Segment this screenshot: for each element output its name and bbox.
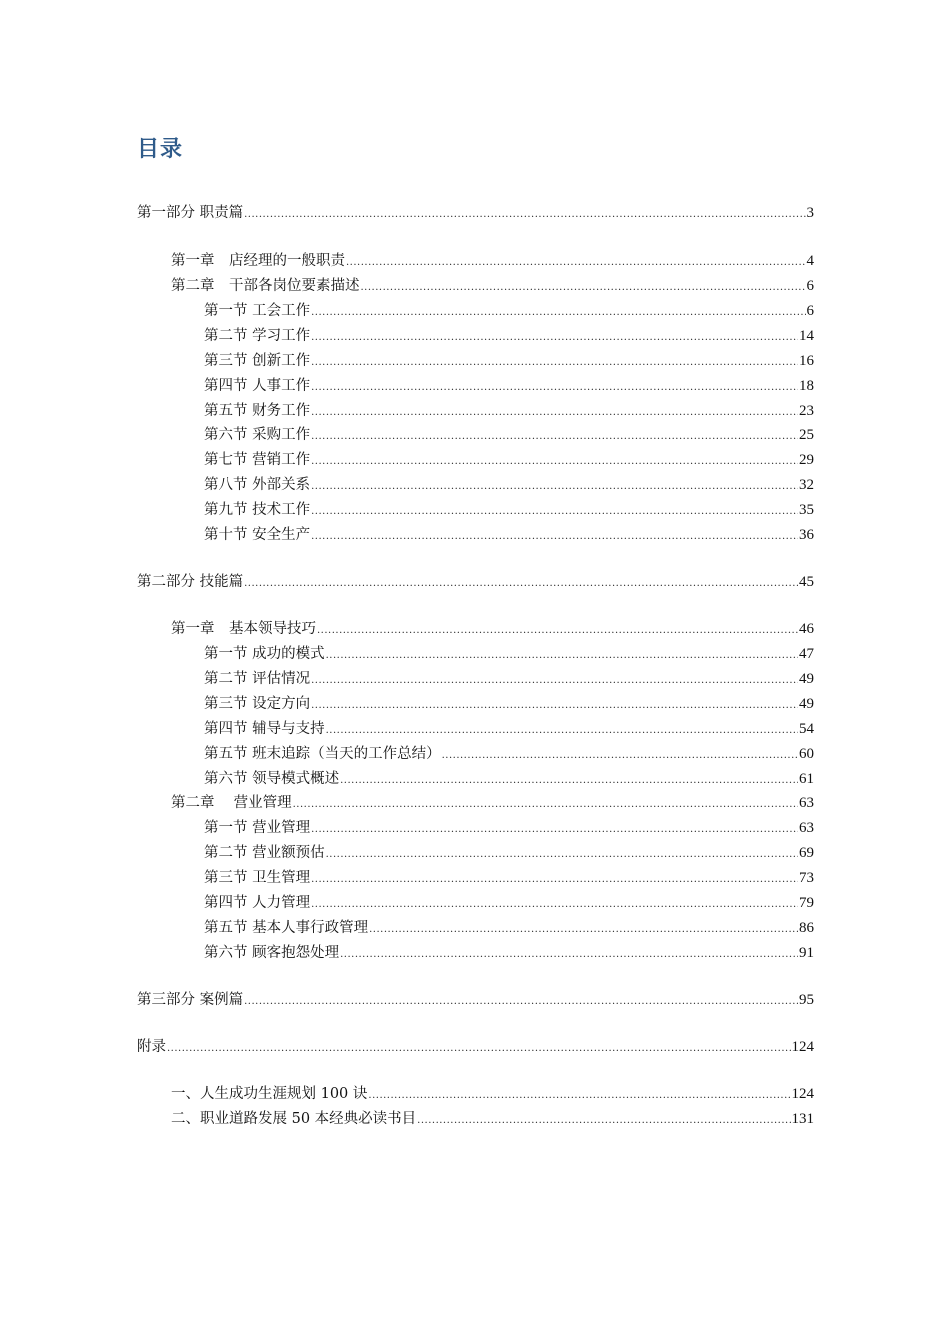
- toc-page-number: 95: [799, 992, 814, 1008]
- toc-entry[interactable]: [137, 571, 814, 593]
- toc-entry[interactable]: [204, 300, 814, 322]
- toc-dot-leader: [311, 352, 798, 374]
- toc-entry[interactable]: [204, 743, 814, 765]
- toc-page-number: 63: [799, 795, 814, 811]
- toc-entry[interactable]: [204, 942, 814, 964]
- toc-entry[interactable]: [204, 892, 814, 914]
- toc-page-number: 35: [799, 502, 814, 518]
- toc-dot-leader: [311, 327, 798, 349]
- toc-dot-leader: [326, 844, 798, 866]
- toc-entry-label: 第四节 人事工作: [204, 378, 311, 394]
- toc-entry-label: 第三节 设定方向: [204, 696, 311, 712]
- toc-entry-label: 第一节 营业管理: [204, 820, 311, 836]
- toc-dot-leader: [326, 720, 798, 742]
- toc-dot-leader: [311, 377, 798, 399]
- toc-dot-leader: [326, 645, 798, 667]
- toc-entry-label: 第七节 营销工作: [204, 452, 311, 468]
- toc-entry[interactable]: [137, 202, 814, 224]
- toc-page-number: 61: [799, 771, 814, 787]
- toc-dot-leader: [311, 426, 798, 448]
- toc-entry[interactable]: [204, 842, 814, 864]
- toc-entry-label: 第一章 店经理的一般职责: [171, 253, 345, 269]
- toc-page-number: 63: [799, 820, 814, 836]
- toc-entry-label: 第一节 工会工作: [204, 303, 311, 319]
- toc-page-number: 23: [799, 403, 814, 419]
- toc-entry[interactable]: [204, 325, 814, 347]
- toc-entry[interactable]: [204, 668, 814, 690]
- toc-page-number: 124: [791, 1086, 814, 1102]
- toc-dot-leader: [311, 819, 798, 841]
- toc-dot-leader: [417, 1110, 790, 1132]
- toc-entry-label: 第五节 基本人事行政管理: [204, 920, 369, 936]
- toc-page-number: 16: [799, 353, 814, 369]
- toc-page-number: 45: [799, 574, 814, 590]
- toc-entry-label: 第一部分 职责篇: [137, 205, 244, 221]
- toc-dot-leader: [368, 1085, 790, 1107]
- toc-entry[interactable]: [204, 817, 814, 839]
- toc-dot-leader: [317, 620, 798, 642]
- toc-page-number: 79: [799, 895, 814, 911]
- toc-entry-label: 第五节 财务工作: [204, 403, 311, 419]
- toc-page-number: 6: [806, 303, 814, 319]
- toc-entry-label: 第六节 采购工作: [204, 427, 311, 443]
- toc-entry-label: 第二章 营业管理: [171, 795, 292, 811]
- toc-entry[interactable]: [171, 275, 814, 297]
- toc-entry[interactable]: [204, 499, 814, 521]
- toc-entry-label: 第八节 外部关系: [204, 477, 311, 493]
- toc-entry-label: 第一章 基本领导技巧: [171, 621, 316, 637]
- toc-entry-label: 一、人生成功生涯规划 100 诀: [171, 1086, 368, 1102]
- toc-entry[interactable]: [204, 867, 814, 889]
- toc-dot-leader: [167, 1038, 791, 1060]
- toc-entry[interactable]: [171, 250, 814, 272]
- toc-dot-leader: [340, 944, 798, 966]
- toc-entry[interactable]: [204, 375, 814, 397]
- toc-page-number: 47: [799, 646, 814, 662]
- toc-entry-label: 第三节 卫生管理: [204, 870, 311, 886]
- toc-dot-leader: [361, 277, 806, 299]
- toc-page-number: 36: [799, 527, 814, 543]
- toc-dot-leader: [311, 670, 798, 692]
- toc-entry-label: 第四节 人力管理: [204, 895, 311, 911]
- toc-entry[interactable]: [204, 643, 814, 665]
- toc-page-number: 73: [799, 870, 814, 886]
- toc-page-number: 32: [799, 477, 814, 493]
- toc-page-number: 46: [799, 621, 814, 637]
- toc-page-number: 49: [799, 696, 814, 712]
- toc-page-number: 6: [806, 278, 814, 294]
- toc-entry[interactable]: [137, 1036, 814, 1058]
- toc-dot-leader: [311, 501, 798, 523]
- toc-entry-label: 第二部分 技能篇: [137, 574, 244, 590]
- toc-page-number: 91: [799, 945, 814, 961]
- toc-entry[interactable]: [204, 693, 814, 715]
- toc-entry-label: 第四节 辅导与支持: [204, 721, 325, 737]
- toc-entry-label: 第二节 学习工作: [204, 328, 311, 344]
- toc-heading: 目录: [137, 137, 184, 162]
- toc-dot-leader: [311, 526, 798, 548]
- toc-entry-label: 第三部分 案例篇: [137, 992, 244, 1008]
- toc-dot-leader: [311, 451, 798, 473]
- toc-dot-leader: [244, 991, 798, 1013]
- toc-page-number: 49: [799, 671, 814, 687]
- toc-page-number: 86: [799, 920, 814, 936]
- toc-entry-label: 第三节 创新工作: [204, 353, 311, 369]
- toc-entry[interactable]: [171, 1083, 814, 1105]
- toc-page-number: 131: [791, 1111, 814, 1127]
- toc-entry[interactable]: [204, 718, 814, 740]
- toc-entry-label: 第十节 安全生产: [204, 527, 311, 543]
- toc-entry[interactable]: [171, 618, 814, 640]
- toc-entry-label: 第九节 技术工作: [204, 502, 311, 518]
- toc-dot-leader: [442, 745, 798, 767]
- toc-page-number: 18: [799, 378, 814, 394]
- toc-entry-label: 第六节 顾客抱怨处理: [204, 945, 340, 961]
- toc-dot-leader: [244, 573, 798, 595]
- toc-page-number: 54: [799, 721, 814, 737]
- toc-entry[interactable]: [171, 1108, 814, 1130]
- toc-entry[interactable]: [204, 350, 814, 372]
- toc-entry-label: 第二节 营业额预估: [204, 845, 325, 861]
- toc-entry[interactable]: [204, 474, 814, 496]
- toc-entry-label: 第六节 领导模式概述: [204, 771, 340, 787]
- toc-entry-label: 第二节 评估情况: [204, 671, 311, 687]
- toc-entry[interactable]: [204, 449, 814, 471]
- toc-dot-leader: [311, 869, 798, 891]
- toc-dot-leader: [293, 794, 798, 816]
- toc-dot-leader: [340, 770, 798, 792]
- toc-entry[interactable]: [204, 768, 814, 790]
- toc-page-number: 4: [806, 253, 814, 269]
- toc-dot-leader: [311, 302, 805, 324]
- toc-entry-label: 第五节 班末追踪（当天的工作总结）: [204, 746, 441, 762]
- toc-page-number: 60: [799, 746, 814, 762]
- toc-dot-leader: [311, 402, 798, 424]
- toc-page-number: 69: [799, 845, 814, 861]
- toc-entry[interactable]: [204, 400, 814, 422]
- toc-entry[interactable]: [204, 917, 814, 939]
- toc-entry[interactable]: [204, 424, 814, 446]
- toc-entry[interactable]: [137, 989, 814, 1011]
- toc-dot-leader: [346, 252, 806, 274]
- toc-entry[interactable]: [171, 792, 814, 814]
- toc-page-number: 3: [806, 205, 814, 221]
- toc-page-number: 14: [799, 328, 814, 344]
- toc-page-number: 29: [799, 452, 814, 468]
- toc-page-number: 25: [799, 427, 814, 443]
- toc-entry-label: 第二章 干部各岗位要素描述: [171, 278, 360, 294]
- toc-dot-leader: [244, 204, 805, 226]
- toc-entry-label: 第一节 成功的模式: [204, 646, 325, 662]
- toc-dot-leader: [311, 695, 798, 717]
- toc-entry[interactable]: [204, 524, 814, 546]
- toc-dot-leader: [369, 919, 798, 941]
- toc-entry-label: 附录: [137, 1039, 166, 1055]
- toc-dot-leader: [311, 476, 798, 498]
- toc-page-number: 124: [791, 1039, 814, 1055]
- toc-entry-label: 二、职业道路发展 50 本经典必读书目: [171, 1111, 417, 1127]
- toc-dot-leader: [311, 894, 798, 916]
